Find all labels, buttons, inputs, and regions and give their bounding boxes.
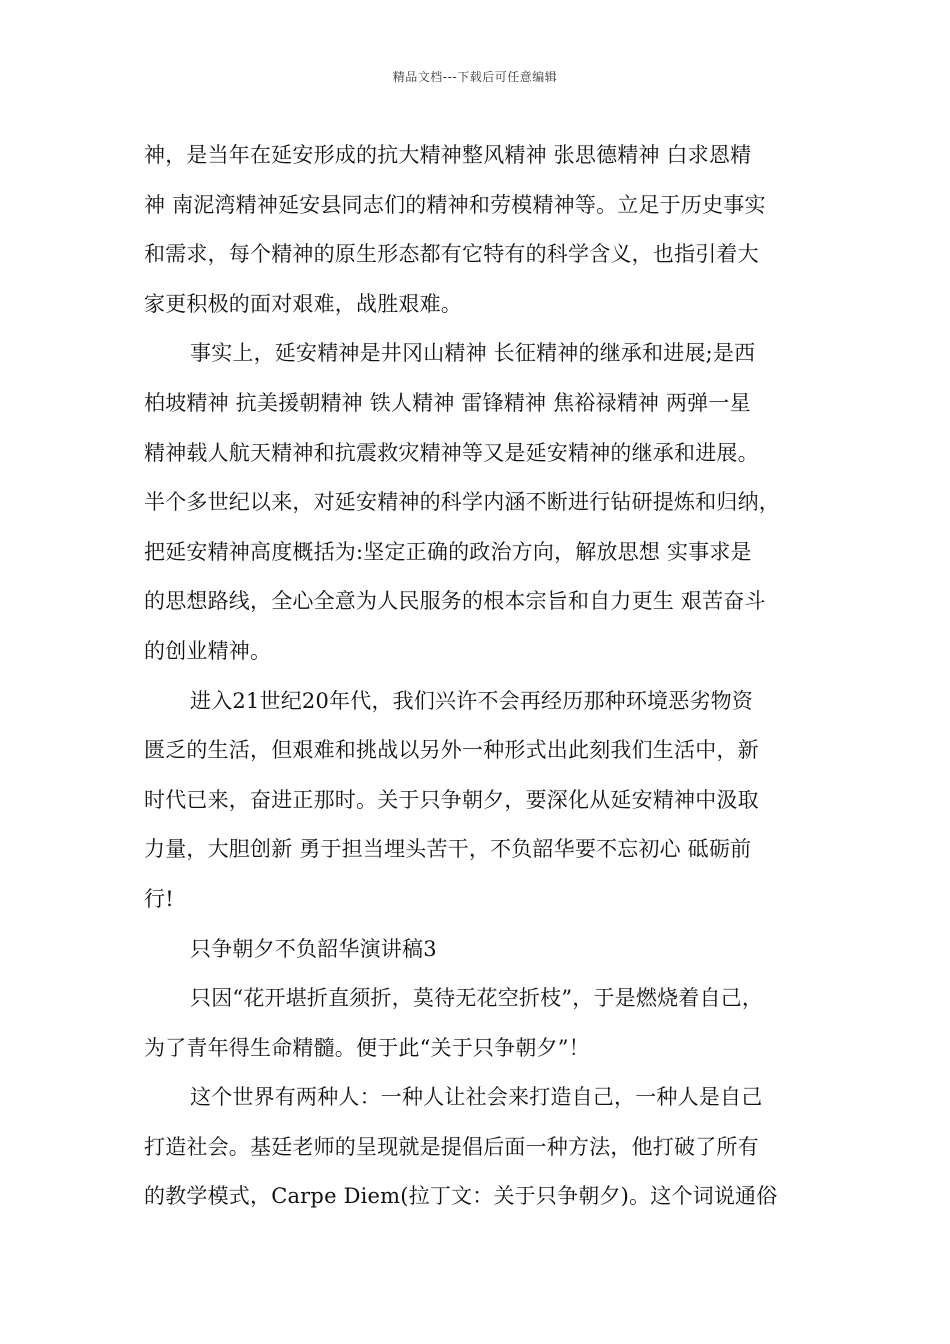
body-line: 神 南泥湾精神延安县同志们的精神和劳模精神等。立足于历史事实: [144, 192, 766, 217]
body-line: 行!: [144, 886, 174, 911]
body-line: 家更积极的面对艰难，战胜艰难。: [144, 291, 462, 316]
body-line: 神，是当年在延安形成的抗大精神整风精神 张思德精神 白求恩精: [144, 143, 752, 167]
body-line: 打造社会。基廷老师的呈现就是提倡后面一种方法，他打破了所有: [144, 1134, 759, 1159]
body-line: 只因“花开堪折直须折，莫待无花空折枝”，于是燃烧着自己，: [190, 986, 764, 1011]
body-line: 柏坡精神 抗美援朝精神 铁人精神 雷锋精神 焦裕禄精神 两弹一星: [144, 390, 751, 415]
body-line: 的创业精神。: [144, 638, 272, 663]
body-line: 的思想路线，全心全意为人民服务的根本宗旨和自力更生 艰苦奋斗: [144, 589, 766, 614]
body-line: 精神载人航天精神和抗震救灾精神等又是延安精神的继承和进展。: [144, 440, 759, 465]
body-line: 进入21世纪20年代，我们兴许不会再经历那种环境恶劣物资: [190, 688, 754, 713]
page-header: 精品文档---下载后可任意编辑: [392, 70, 558, 84]
body-line: 事实上，延安精神是井冈山精神 长征精神的继承和进展;是西: [190, 341, 756, 366]
body-line: 把延安精神高度概括为:坚定正确的政治方向，解放思想 实事求是: [144, 539, 752, 564]
section-heading: 只争朝夕不负韶华演讲稿3: [190, 936, 437, 961]
body-line: 和需求，每个精神的原生形态都有它特有的科学含义，也指引着大: [144, 242, 759, 267]
body-line: 为了青年得生命精髓。便于此“关于只争朝夕”！: [144, 1035, 590, 1060]
body-line: 力量，大胆创新 勇于担当埋头苦干，不负韶华要不忘初心 砥砺前: [144, 837, 752, 862]
body-line: 时代已来，奋进正那时。关于只争朝夕，要深化从延安精神中汲取: [144, 787, 759, 812]
document-body: [144, 131, 834, 1222]
body-line: 的教学模式，Carpe Diem(拉丁文：关于只争朝夕)。这个词说通俗: [144, 1184, 778, 1209]
body-line: 匮乏的生活，但艰难和挑战以另外一种形式出此刻我们生活中，新: [144, 738, 759, 763]
body-line: 这个世界有两种人：一种人让社会来打造自己，一种人是自己: [190, 1085, 763, 1110]
body-line: 半个多世纪以来，对延安精神的科学内涵不断进行钻研提炼和归纳，: [144, 490, 780, 515]
